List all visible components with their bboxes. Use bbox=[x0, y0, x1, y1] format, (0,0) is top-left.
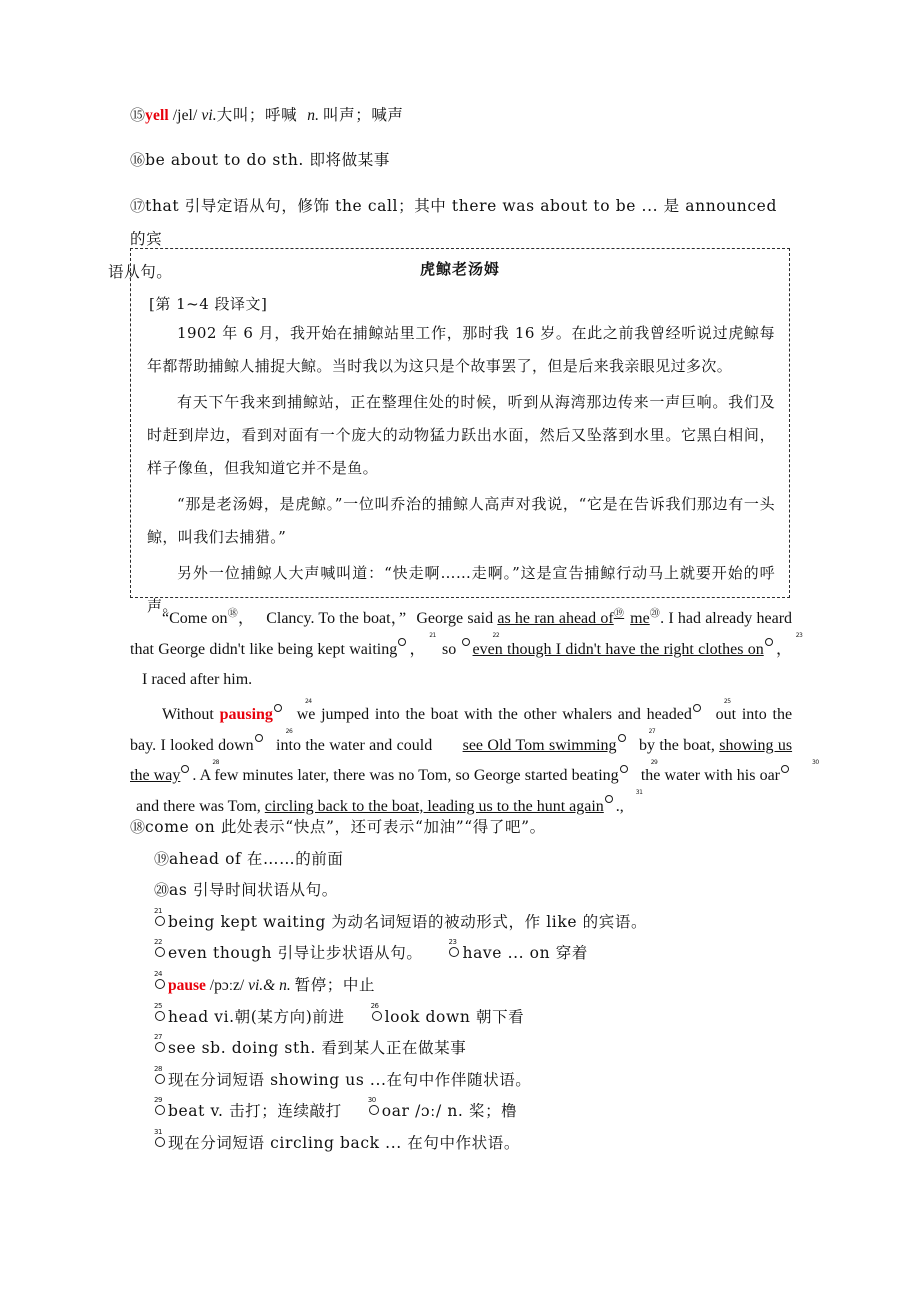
gloss-yell-vi: 大叫；呼喊 bbox=[216, 106, 298, 124]
note-item-20 bbox=[130, 875, 792, 907]
circled-number-19-icon: ⑲ bbox=[154, 849, 170, 868]
note-21-text: being kept waiting 为动名词短语的被动形式，作 like 的宾语。 bbox=[168, 912, 648, 931]
circled-number-17-icon: ⑰ bbox=[130, 197, 146, 215]
p2-seg2: we jumped into the boat with the other whalers and headed bbox=[296, 706, 692, 723]
english-paragraph-2-text bbox=[130, 697, 819, 822]
p2-seg6: by the boat, bbox=[638, 736, 715, 754]
translation-paragraph-tag: [第 1~4 段译文] bbox=[149, 295, 268, 313]
translation-title: 虎鲸老汤姆 bbox=[419, 260, 500, 278]
pos-yell-n: n. bbox=[307, 107, 320, 124]
p2-seg12: ., bbox=[615, 797, 624, 815]
note-16-text: be about to do sth. 即将做某事 bbox=[145, 151, 390, 169]
headword-pausing: pausing bbox=[219, 706, 273, 723]
english-paragraph-1 bbox=[130, 604, 803, 696]
note-27-text: see sb. doing sth. 看到某人正在做某事 bbox=[168, 1039, 467, 1058]
note-item-31 bbox=[130, 1128, 792, 1160]
phonetic-pause: /pɔːz/ bbox=[209, 976, 245, 994]
english-paragraph-2 bbox=[130, 697, 819, 822]
circled-number-21-icon: 21 bbox=[154, 912, 167, 927]
circled-number-31-icon: 31 bbox=[604, 796, 616, 807]
circled-number-26-icon: 26 bbox=[254, 735, 266, 746]
circled-number-27-icon: 27 bbox=[617, 735, 629, 746]
circled-number-20-icon: ⑳ bbox=[649, 608, 661, 620]
note-item-22 bbox=[130, 938, 792, 970]
translation-paragraph: 1902 年 6 月，我开始在捕鲸站里工作，那时我 16 岁。在此之前我曾经听说过虎鲸每年都帮助捕鲸人捕捉大鲸。当时我以为这只是个故事罢了，但是后来我亲眼见过多次。 bbox=[147, 324, 775, 375]
note-30-text: oar /ɔː/ n. 桨；橹 bbox=[381, 1102, 518, 1121]
p2-seg8: . A few minutes later, there was no Tom, so George started beating bbox=[192, 767, 619, 784]
p2-seg3: out into the bay. I looked down bbox=[130, 706, 793, 754]
p1-seg7: . I had already heard that George didn't like being kept waiting bbox=[130, 610, 793, 658]
circled-number-28-icon: 28 bbox=[154, 1070, 167, 1085]
circled-number-24-icon: 24 bbox=[273, 705, 285, 716]
note-31-text: 现在分词短语 circling back ... 在句中作状语。 bbox=[168, 1133, 520, 1152]
gloss-pause: 暂停；中止 bbox=[294, 975, 376, 994]
note-18-text: come on 此处表示“快点”，还可表示“加油”“得了吧”。 bbox=[145, 818, 546, 836]
circled-number-16-icon: ⑯ bbox=[130, 151, 146, 169]
circled-number-18-icon: ⑱ bbox=[227, 608, 238, 620]
note-20-text: as 引导时间状语从句。 bbox=[169, 881, 338, 900]
note-item-18 bbox=[130, 812, 792, 844]
circled-number-31-icon: 31 bbox=[154, 1133, 167, 1148]
note-26-text: look down 朝下看 bbox=[384, 1007, 525, 1026]
circled-number-27-icon: 27 bbox=[154, 1038, 167, 1053]
p1-seg3: Clancy. To the boat，” bbox=[266, 610, 407, 627]
note-28-text: 现在分词短语 showing us ...在句中作伴随状语。 bbox=[168, 1070, 532, 1089]
p2-underline-2: showing us the way bbox=[130, 736, 793, 784]
circled-number-15-icon: ⑮ bbox=[130, 106, 146, 124]
english-paragraph-1-text bbox=[130, 604, 803, 696]
note-item-27 bbox=[130, 1033, 792, 1065]
circled-number-28-icon: 28 bbox=[180, 766, 192, 777]
p1-seg9: so bbox=[442, 640, 457, 658]
circled-number-29-icon: 29 bbox=[619, 766, 631, 777]
gloss-yell-n: 叫声；喊声 bbox=[323, 106, 404, 124]
p1-seg12: I raced after him. bbox=[142, 671, 253, 688]
note-item-21 bbox=[130, 907, 792, 939]
circled-number-23-icon: 23 bbox=[448, 943, 461, 958]
note-17-line1: that 引导定语从句，修饰 the call；其中 there was about to be ... 是 announced 的宾 bbox=[130, 197, 777, 248]
circled-number-29-icon: 29 bbox=[154, 1101, 167, 1116]
headword-pause: pause bbox=[168, 976, 206, 994]
p1-seg2: ， bbox=[237, 610, 255, 627]
circled-number-20-icon: ⑳ bbox=[154, 881, 170, 900]
note-17-line2: 语从句。 bbox=[108, 263, 173, 281]
circled-number-30-icon: 30 bbox=[780, 766, 792, 777]
note-item-29 bbox=[130, 1096, 792, 1128]
circled-number-18-icon: ⑱ bbox=[130, 818, 146, 836]
circled-number-26-icon: 26 bbox=[371, 1007, 384, 1022]
headword-yell: yell bbox=[145, 107, 169, 124]
note-item-17 bbox=[130, 190, 792, 256]
note-item-16 bbox=[130, 145, 792, 176]
bottom-notes-section bbox=[130, 812, 792, 1160]
circled-number-30-icon: 30 bbox=[368, 1101, 381, 1116]
pos-pause: vi.& n. bbox=[248, 976, 291, 994]
note-23-text: have ... on 穿着 bbox=[462, 944, 588, 963]
translation-paragraph: 有天下午我来到捕鲸站，正在整理住处的时候，听到从海湾那边传来一声巨响。我们及时赶到岸边，看到对面有一个庞大的动物猛力跃出水面，然后又坠落到水里。它黑白相间，样子像鱼，但我知道它并不是鱼。 bbox=[147, 393, 775, 477]
circled-number-25-icon: 25 bbox=[692, 705, 704, 716]
p1-seg8: ， bbox=[409, 640, 426, 658]
p2-seg4: into the water and could bbox=[276, 736, 433, 754]
note-29-text: beat v. 击打；连续敲打 bbox=[168, 1102, 342, 1121]
note-item-28 bbox=[130, 1065, 792, 1097]
translation-paragraph: 另外一位捕鲸人大声喊叫道：“快走啊……走啊。”这是宣告捕鲸行动马上就要开始的呼声。 bbox=[147, 564, 775, 615]
p2-seg1: Without bbox=[162, 706, 214, 723]
pos-yell-vi: vi. bbox=[201, 107, 217, 124]
p2-underline-3: circling back to the boat, leading us to the hunt again bbox=[264, 797, 604, 815]
p2-seg9: the water with his oar bbox=[640, 767, 781, 784]
circled-number-25-icon: 25 bbox=[154, 1007, 167, 1022]
note-19-text: ahead of 在……的前面 bbox=[169, 849, 344, 868]
p1-seg11: ， bbox=[775, 640, 792, 658]
circled-number-23-icon: 23 bbox=[764, 639, 776, 650]
note-item-24 bbox=[130, 970, 792, 1002]
p2-underline-1: see Old Tom swimming bbox=[462, 736, 617, 754]
p1-seg4: George said bbox=[416, 610, 494, 627]
p1-underline-2: me bbox=[630, 610, 650, 627]
circled-number-22-icon: 22 bbox=[461, 639, 473, 650]
phonetic-yell: /jel/ bbox=[172, 107, 198, 124]
translation-paragraph: “那是老汤姆，是虎鲸。”一位叫乔治的捕鲸人高声对我说，“它是在告诉我们那边有一头鲸，叫我们去捕猎。” bbox=[147, 495, 775, 546]
note-25-text: head vi.朝(某方向)前进 bbox=[168, 1007, 345, 1026]
p1-underline-3: even though I didn't have the right clothes on bbox=[472, 640, 764, 658]
note-item-15 bbox=[130, 100, 792, 131]
circled-number-21-icon: 21 bbox=[397, 639, 409, 650]
circled-number-22-icon: 22 bbox=[154, 943, 167, 958]
note-22-text: even though 引导让步状语从句。 bbox=[168, 944, 423, 963]
p1-underline-1: as he ran ahead of bbox=[497, 610, 614, 627]
note-item-19 bbox=[130, 844, 792, 876]
circled-number-24-icon: 24 bbox=[154, 975, 167, 990]
circled-number-19-icon: ⑲ bbox=[613, 608, 625, 620]
note-item-25 bbox=[130, 1002, 792, 1034]
p1-seg1: “Come on bbox=[162, 610, 228, 627]
p2-seg10: and there was Tom, bbox=[136, 797, 261, 815]
